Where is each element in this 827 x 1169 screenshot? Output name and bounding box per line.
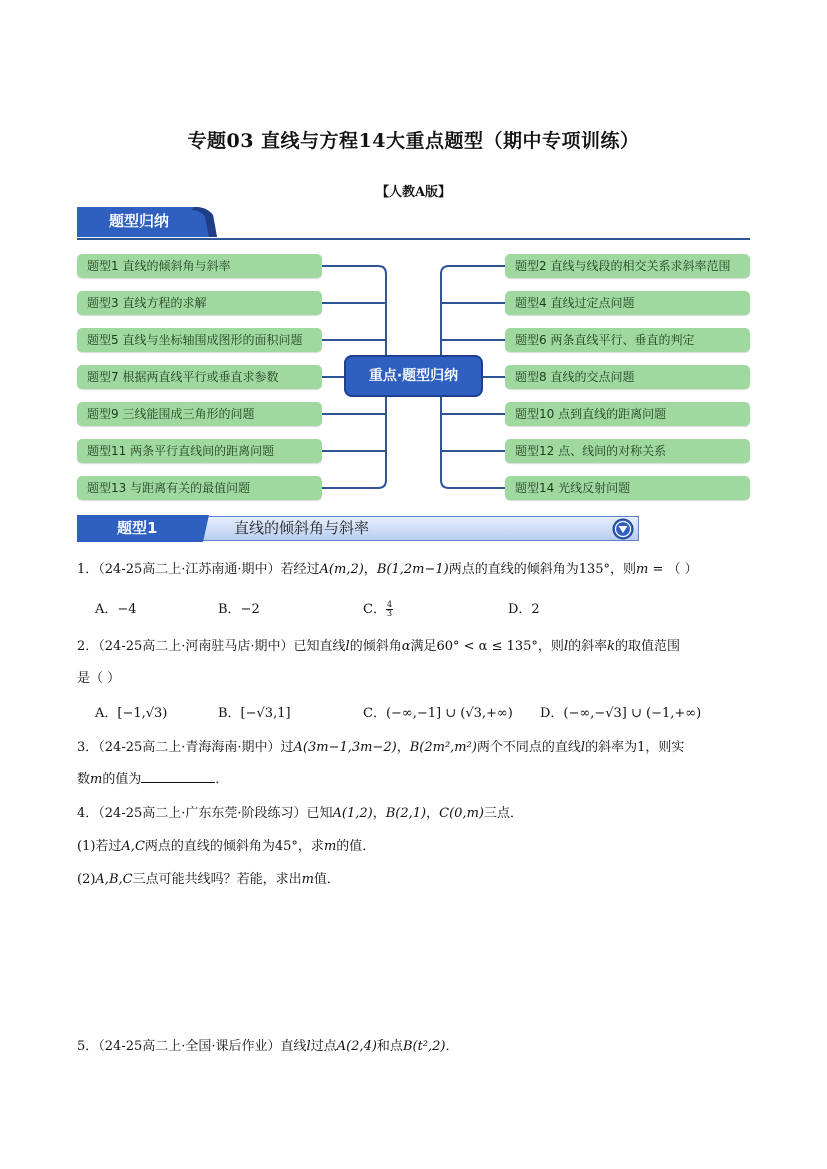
q3-text-a: 3．（24-25高二上·青海海南·期中）过 [77, 740, 294, 755]
q4-p1-b: 两点的直线的倾斜角为45°，求 [144, 839, 324, 854]
q5-text-b: 过点 [310, 1039, 337, 1054]
q4-p2-c: 值． [313, 872, 340, 887]
q1-option-a[interactable]: A．−4 [95, 602, 137, 617]
question-2 [77, 637, 680, 657]
banner-label: 题型归纳 [108, 212, 169, 230]
topic-2-pill: 题型2 直线与线段的相交关系求斜率范围 [505, 254, 750, 278]
question-1 [77, 560, 698, 580]
q4-p2-a: (2) [77, 872, 96, 887]
q1-option-d[interactable]: D．2 [508, 602, 540, 617]
topic-3-pill: 题型3 直线方程的求解 [77, 291, 322, 315]
q3-sep: ， [396, 740, 410, 755]
topic-4-pill: 题型4 直线过定点问题 [505, 291, 750, 315]
q5-l: l [306, 1039, 311, 1054]
q2-k: k [607, 639, 616, 654]
section-divider [197, 515, 209, 542]
q1-text-tail: ，则 [610, 562, 637, 577]
question-4-part-1 [77, 837, 375, 857]
q1-option-b[interactable]: B．−2 [218, 602, 260, 617]
q4-p2-points: A,B,C [95, 872, 133, 887]
q4-sep-1: ， [372, 806, 386, 821]
page-title: 专题03 直线与方程14大重点题型（期中专项训练） [187, 130, 640, 152]
q3-text-c: 的斜率为1，则实 [585, 740, 685, 755]
topic-14-pill: 题型14 光线反射问题 [505, 476, 750, 500]
question-3 [77, 738, 684, 758]
q3-point-b: B(2m²,m²) [409, 740, 477, 755]
question-4 [77, 804, 523, 824]
q4-p2-m: m [301, 872, 314, 887]
q5-text-a: 5．（24-25高二上·全国·课后作业）直线 [77, 1039, 307, 1054]
topic-9-pill: 题型9 三线能围成三角形的问题 [77, 402, 322, 426]
q2-text-d: 的斜率 [568, 639, 608, 654]
q4-point-c: C(0,m) [439, 806, 484, 821]
topic-13-pill: 题型13 与距离有关的最值问题 [77, 476, 322, 500]
q2-option-a[interactable]: A．[−1,√3) [95, 706, 168, 721]
q4-sep-2: ， [426, 806, 440, 821]
q4-text-b: 三点． [483, 806, 523, 821]
q3-point-a: A(3m−1,3m−2) [293, 740, 397, 755]
q3-l: l [580, 740, 586, 755]
q2-text-a: 2．（24-25高二上·河南驻马店·期中）已知直线 [77, 639, 346, 654]
q4-point-b: B(2,1) [385, 806, 427, 821]
topic-8-pill: 题型8 直线的交点问题 [505, 365, 750, 389]
q1-frac-den: 3 [386, 609, 393, 618]
q2-text-c: 满足60° < α ≤ 135°，则 [410, 639, 564, 654]
q1-point-b: B(1,2m−1) [376, 562, 449, 577]
section-label: 题型1 [77, 515, 202, 542]
q2-option-d[interactable]: D．(−∞,−√3] ∪ (−1,+∞) [540, 706, 702, 721]
topic-1-pill: 题型1 直线的倾斜角与斜率 [77, 254, 322, 278]
q1-number: 1． [77, 562, 99, 577]
q1-var: m [636, 562, 649, 577]
q2-l-2: l [563, 639, 569, 654]
q1-option-c-prefix: C． [363, 602, 386, 617]
question-3-line-2 [77, 770, 228, 790]
edition-label: 【人教A版】 [375, 185, 452, 200]
q3-m: m [90, 772, 103, 787]
q4-text-a: 4．（24-25高二上·广东东莞·阶段练习）已知 [77, 806, 333, 821]
section-title: 直线的倾斜角与斜率 [197, 516, 639, 541]
q4-p1-points: A,C [121, 839, 145, 854]
q2-alpha: α [401, 639, 411, 654]
q1-text: （24-25高二上·江苏南通·期中）若经过 [98, 562, 320, 577]
q1-point-a: A(m,2) [319, 562, 364, 577]
question-2-line-2: 是（ ） [77, 671, 121, 686]
q3-text-b: 两个不同点的直线 [476, 740, 581, 755]
q1-option-c-fraction [386, 601, 393, 618]
question-5 [77, 1037, 459, 1057]
topic-7-pill: 题型7 根据两直线平行或垂直求参数 [77, 365, 322, 389]
q1-option-c[interactable] [363, 600, 393, 620]
q1-end: = （ ） [648, 562, 698, 577]
q2-text-b: 的倾斜角 [349, 639, 402, 654]
q4-p1-m: m [323, 839, 337, 854]
q1-text-mid: 两点的直线的倾斜角为 [448, 562, 579, 577]
q3-answer-blank[interactable] [141, 770, 215, 783]
q4-p1-a: (1)若过 [77, 839, 122, 854]
topic-5-pill: 题型5 直线与坐标轴围成图形的面积问题 [77, 328, 322, 352]
mindmap-center: 重点·题型归纳 [344, 355, 483, 397]
q1-frac-num: 4 [386, 600, 393, 609]
q5-text-d: ． [445, 1039, 459, 1054]
topic-10-pill: 题型10 点到直线的距离问题 [505, 402, 750, 426]
q4-p1-c: 的值． [336, 839, 376, 854]
topic-12-pill: 题型12 点、线间的对称关系 [505, 439, 750, 463]
q3-text-e: 的值为 [102, 772, 142, 787]
q2-option-c[interactable]: C．(−∞,−1] ∪ (√3,+∞) [363, 706, 513, 721]
q3-text-f: ． [215, 772, 229, 787]
q5-point-b: B(t²,2) [402, 1039, 446, 1054]
q1-angle: 135° [578, 562, 611, 577]
q4-point-a: A(1,2) [332, 806, 373, 821]
q2-text-e: 的取值范围 [615, 639, 681, 654]
collapse-icon[interactable] [612, 518, 634, 540]
q5-point-a: A(2,4) [336, 1039, 377, 1054]
q5-text-c: 和点 [376, 1039, 403, 1054]
q2-l: l [345, 639, 350, 654]
q3-text-d: 数 [77, 772, 91, 787]
q4-p2-b: 三点可能共线吗？若能，求出 [132, 872, 302, 887]
q1-sep: ， [363, 562, 377, 577]
topic-6-pill: 题型6 两条直线平行、垂直的判定 [505, 328, 750, 352]
topic-11-pill: 题型11 两条平行直线间的距离问题 [77, 439, 322, 463]
question-4-part-2 [77, 870, 340, 890]
q2-option-b[interactable]: B．[−√3,1] [218, 706, 291, 721]
